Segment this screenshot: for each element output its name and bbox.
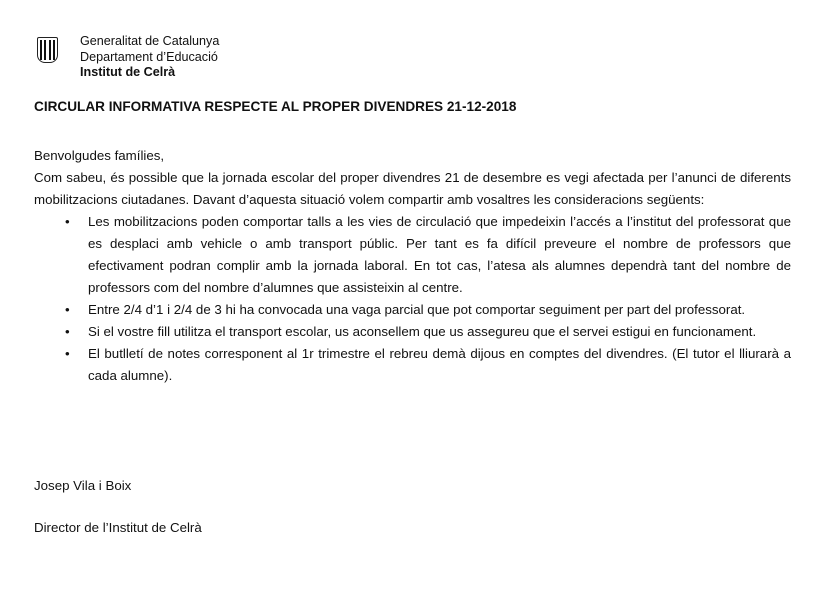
bullet-icon: • — [65, 302, 70, 317]
signature-name: Josep Vila i Boix — [34, 478, 132, 493]
document-title: CIRCULAR INFORMATIVA RESPECTE AL PROPER DIVENDRES 21-12-2018 — [34, 99, 517, 114]
bullet-icon: • — [65, 346, 70, 361]
greeting: Benvolgudes famílies, — [34, 148, 165, 163]
letterhead-line: Departament d’Educació — [80, 49, 218, 64]
list-item-text: Les mobilitzacions poden comportar talls a les vies de circulació que impedeixin l’accés a l’institut del professorat que es desplaci amb vehicle o amb transport públic. Per tant es fa difícil preveure el nombre de professors que efectivament podran complir amb la jornada laboral. En tot cas, l’atesa als alumnes dependrà tant del nombre de professors com del nombre d’alumnes que assisteixin al centre. — [88, 214, 791, 295]
list-item — [65, 321, 791, 343]
signature-title: Director de l’Institut de Celrà — [34, 520, 202, 535]
list-item-text: El butlletí de notes corresponent al 1r trimestre el rebreu demà dijous en comptes del divendres. (El tutor el lliurarà a cada alumne). — [88, 346, 791, 383]
letterhead-institution: Institut de Celrà — [80, 65, 176, 79]
bullet-icon: • — [65, 214, 70, 229]
generalitat-logo-icon — [37, 37, 58, 63]
bullet-icon: • — [65, 324, 70, 339]
list-item — [65, 211, 791, 299]
list-item — [65, 299, 791, 321]
letterhead — [80, 34, 219, 81]
intro-paragraph: Com sabeu, és possible que la jornada escolar del proper divendres 21 de desembre es vegi afectada per l’anunci de diferents mobilitzacions ciutadanes. Davant d’aquesta situació volem compartir amb vosaltres les consideracions següents: — [34, 170, 791, 207]
list-item-text: Entre 2/4 d’1 i 2/4 de 3 hi ha convocada una vaga parcial que pot comportar seguiment per part del professorat. — [88, 302, 746, 317]
list-item-text: Si el vostre fill utilitza el transport escolar, us aconsellem que us assegureu que el servei estigui en funcionament. — [88, 324, 757, 339]
letterhead-line: Generalitat de Catalunya — [80, 34, 220, 48]
document-body — [34, 145, 791, 387]
considerations-list — [34, 211, 791, 387]
list-item — [65, 343, 791, 387]
